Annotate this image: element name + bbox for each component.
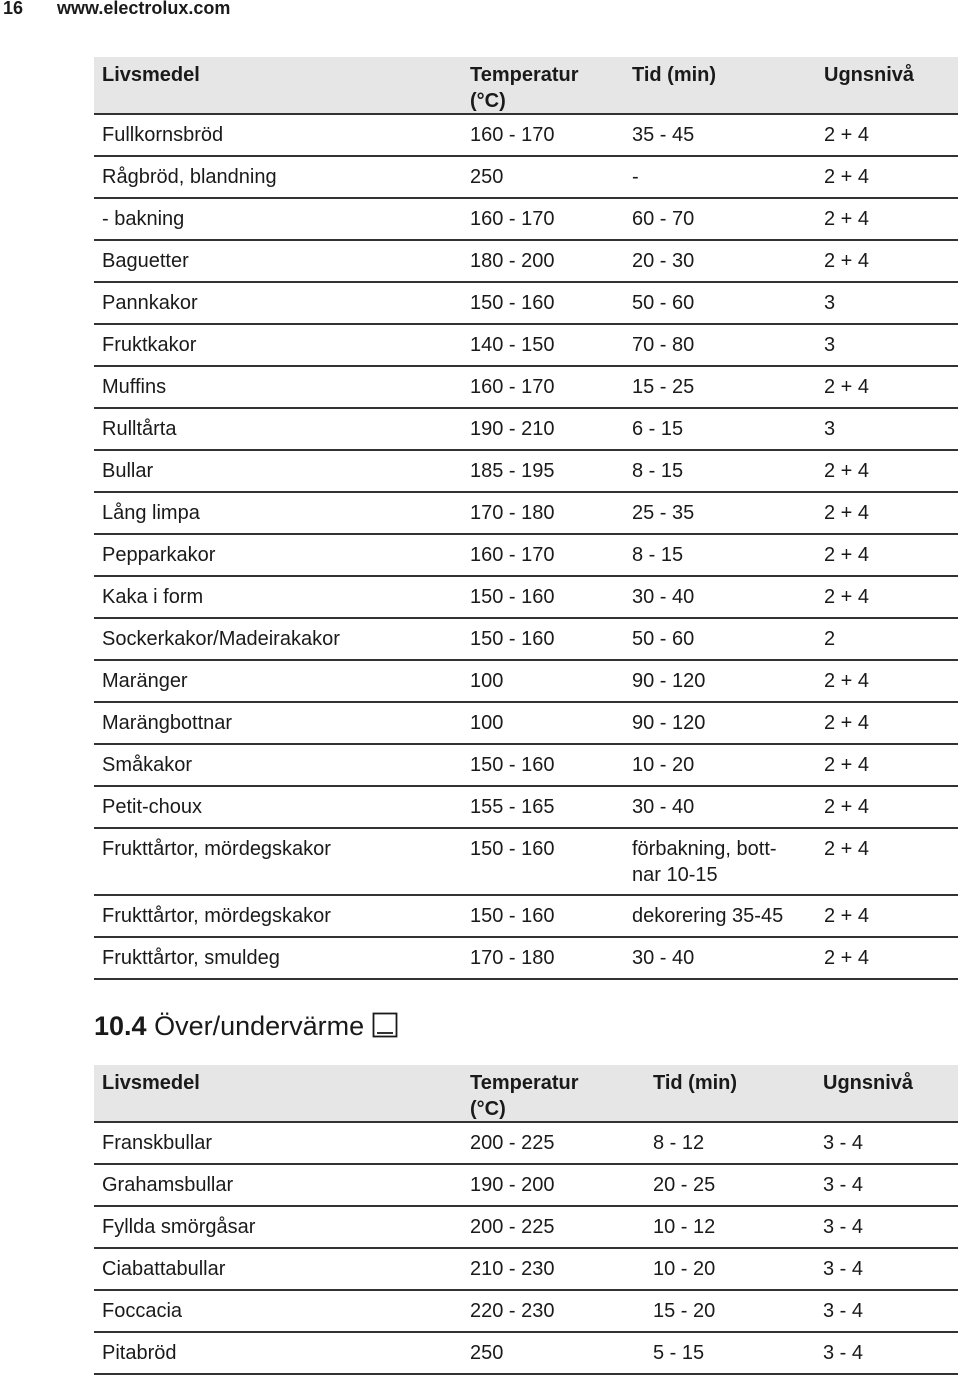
cell-food: Småkakor bbox=[102, 754, 193, 776]
baking-table bbox=[94, 57, 958, 980]
cell-food: Sockerkakor/Madeirakakor bbox=[102, 628, 340, 650]
cell-level: 2 + 4 bbox=[824, 166, 870, 188]
cell-level: 3 - 4 bbox=[823, 1342, 864, 1364]
cell-food: Pitabröd bbox=[102, 1342, 177, 1364]
cell-food: Pannkakor bbox=[102, 292, 198, 314]
cell-level: 2 + 4 bbox=[824, 838, 870, 860]
cell-food: Frukttårtor, mördegskakor bbox=[102, 905, 331, 927]
cell-food: Muffins bbox=[102, 376, 167, 398]
table-row bbox=[94, 241, 958, 283]
cell-level: 2 + 4 bbox=[824, 947, 870, 969]
table-row bbox=[94, 1291, 958, 1333]
cell-time: 10 - 12 bbox=[653, 1216, 716, 1238]
cell-temperature: 210 - 230 bbox=[470, 1258, 555, 1280]
cell-level: 3 bbox=[824, 292, 836, 314]
cell-time: 10 - 20 bbox=[653, 1258, 716, 1280]
cell-temperature: 140 - 150 bbox=[470, 334, 555, 356]
column-header-time: Tid (min) bbox=[632, 64, 717, 86]
cell-temperature: 170 - 180 bbox=[470, 947, 555, 969]
cell-time: 15 - 20 bbox=[653, 1300, 716, 1322]
cell-time: 50 - 60 bbox=[632, 628, 695, 650]
top-bottom-heat-table bbox=[94, 1065, 958, 1375]
cell-temperature: 170 - 180 bbox=[470, 502, 555, 524]
cell-level: 2 bbox=[824, 628, 836, 650]
cell-time: 5 - 15 bbox=[653, 1342, 705, 1364]
cell-level: 2 + 4 bbox=[824, 250, 870, 272]
cell-food: Bullar bbox=[102, 460, 154, 482]
table-row bbox=[94, 896, 958, 938]
section-heading bbox=[94, 1008, 398, 1047]
table-row bbox=[94, 703, 958, 745]
cell-time: 90 - 120 bbox=[632, 670, 706, 692]
table-row bbox=[94, 661, 958, 703]
cell-level: 2 + 4 bbox=[824, 208, 870, 230]
cell-time: 30 - 40 bbox=[632, 586, 695, 608]
cell-temperature: 190 - 200 bbox=[470, 1174, 555, 1196]
table-row bbox=[94, 577, 958, 619]
table-row bbox=[94, 787, 958, 829]
cell-time: 15 - 25 bbox=[632, 376, 695, 398]
cell-temperature: 150 - 160 bbox=[470, 838, 555, 860]
cell-food: Rulltårta bbox=[102, 418, 177, 440]
column-header-temperature: Temperatur (°C) bbox=[470, 64, 579, 112]
cell-level: 3 - 4 bbox=[823, 1132, 864, 1154]
cell-temperature: 220 - 230 bbox=[470, 1300, 555, 1322]
cell-food: Marängbottnar bbox=[102, 712, 233, 734]
column-header-food: Livsmedel bbox=[102, 1072, 200, 1094]
cell-level: 2 + 4 bbox=[824, 905, 870, 927]
cell-temperature: 160 - 170 bbox=[470, 124, 555, 146]
column-header-time: Tid (min) bbox=[653, 1072, 738, 1094]
cell-time: 60 - 70 bbox=[632, 208, 695, 230]
cell-time: förbakning, bott- nar 10-15 bbox=[632, 838, 777, 886]
table-row bbox=[94, 1333, 958, 1375]
cell-food: Fullkornsbröd bbox=[102, 124, 224, 146]
cell-temperature: 200 - 225 bbox=[470, 1216, 555, 1238]
cell-temperature: 250 bbox=[470, 166, 504, 188]
page-number: 16 bbox=[3, 0, 24, 18]
cell-time: 70 - 80 bbox=[632, 334, 695, 356]
table-row bbox=[94, 451, 958, 493]
table-row bbox=[94, 367, 958, 409]
cell-temperature: 160 - 170 bbox=[470, 208, 555, 230]
cell-temperature: 160 - 170 bbox=[470, 376, 555, 398]
cell-temperature: 250 bbox=[470, 1342, 504, 1364]
cell-temperature: 150 - 160 bbox=[470, 628, 555, 650]
table-header bbox=[94, 57, 958, 115]
cell-level: 3 - 4 bbox=[823, 1174, 864, 1196]
cell-time: 25 - 35 bbox=[632, 502, 695, 524]
cell-level: 2 + 4 bbox=[824, 670, 870, 692]
cell-food: Ciabattabullar bbox=[102, 1258, 226, 1280]
table-row bbox=[94, 157, 958, 199]
table-row bbox=[94, 829, 958, 896]
column-header-food: Livsmedel bbox=[102, 64, 200, 86]
cell-level: 2 + 4 bbox=[824, 796, 870, 818]
table-row bbox=[94, 619, 958, 661]
cell-time: 8 - 15 bbox=[632, 460, 684, 482]
table-row bbox=[94, 745, 958, 787]
cell-food: - bakning bbox=[102, 208, 185, 230]
section-title: Över/undervärme bbox=[146, 1011, 365, 1041]
cell-level: 2 + 4 bbox=[824, 754, 870, 776]
table-row bbox=[94, 409, 958, 451]
cell-temperature: 200 - 225 bbox=[470, 1132, 555, 1154]
cell-time: 20 - 25 bbox=[653, 1174, 716, 1196]
cell-level: 3 - 4 bbox=[823, 1216, 864, 1238]
cell-food: Frukttårtor, mördegskakor bbox=[102, 838, 331, 860]
cell-time: 6 - 15 bbox=[632, 418, 684, 440]
cell-food: Grahamsbullar bbox=[102, 1174, 234, 1196]
table-row bbox=[94, 325, 958, 367]
table-row bbox=[94, 115, 958, 157]
section-number: 10.4 bbox=[94, 1011, 147, 1041]
cell-time: 50 - 60 bbox=[632, 292, 695, 314]
table-row bbox=[94, 1165, 958, 1207]
cell-level: 2 + 4 bbox=[824, 712, 870, 734]
cell-time: 30 - 40 bbox=[632, 796, 695, 818]
cell-food: Kaka i form bbox=[102, 586, 204, 608]
cell-food: Franskbullar bbox=[102, 1132, 213, 1154]
cell-temperature: 190 - 210 bbox=[470, 418, 555, 440]
cell-time: 90 - 120 bbox=[632, 712, 706, 734]
cell-level: 3 - 4 bbox=[823, 1300, 864, 1322]
cell-time: 8 - 12 bbox=[653, 1132, 705, 1154]
cell-level: 2 + 4 bbox=[824, 586, 870, 608]
cell-temperature: 150 - 160 bbox=[470, 292, 555, 314]
cell-food: Fruktkakor bbox=[102, 334, 197, 356]
table-header bbox=[94, 1065, 958, 1123]
table-row bbox=[94, 535, 958, 577]
cell-food: Maränger bbox=[102, 670, 188, 692]
cell-time: 20 - 30 bbox=[632, 250, 695, 272]
table-row bbox=[94, 199, 958, 241]
cell-level: 2 + 4 bbox=[824, 124, 870, 146]
cell-temperature: 150 - 160 bbox=[470, 586, 555, 608]
cell-temperature: 185 - 195 bbox=[470, 460, 555, 482]
column-header-level: Ugnsnivå bbox=[823, 1072, 914, 1094]
column-header-level: Ugnsnivå bbox=[824, 64, 915, 86]
column-header-temperature: Temperatur (°C) bbox=[470, 1072, 579, 1120]
table-row bbox=[94, 283, 958, 325]
table-row bbox=[94, 493, 958, 535]
cell-time: 10 - 20 bbox=[632, 754, 695, 776]
cell-level: 2 + 4 bbox=[824, 460, 870, 482]
cell-time: 35 - 45 bbox=[632, 124, 695, 146]
cell-food: Rågbröd, blandning bbox=[102, 166, 277, 188]
cell-food: Petit-choux bbox=[102, 796, 203, 818]
cell-food: Frukttårtor, smuldeg bbox=[102, 947, 280, 969]
cell-temperature: 100 bbox=[470, 712, 504, 734]
cell-food: Pepparkakor bbox=[102, 544, 216, 566]
site-url: www.electrolux.com bbox=[57, 0, 231, 18]
cell-level: 2 + 4 bbox=[824, 502, 870, 524]
cell-food: Foccacia bbox=[102, 1300, 183, 1322]
cell-time: 30 - 40 bbox=[632, 947, 695, 969]
table-row bbox=[94, 1249, 958, 1291]
cell-food: Fyllda smörgåsar bbox=[102, 1216, 256, 1238]
cell-time: 8 - 15 bbox=[632, 544, 684, 566]
table-row bbox=[94, 1207, 958, 1249]
cell-temperature: 150 - 160 bbox=[470, 905, 555, 927]
cell-food: Baguetter bbox=[102, 250, 189, 272]
cell-temperature: 150 - 160 bbox=[470, 754, 555, 776]
cell-level: 3 - 4 bbox=[823, 1258, 864, 1280]
cell-time: dekorering 35-45 bbox=[632, 905, 784, 927]
cell-temperature: 180 - 200 bbox=[470, 250, 555, 272]
cell-temperature: 160 - 170 bbox=[470, 544, 555, 566]
cell-time: - bbox=[632, 166, 639, 188]
top-bottom-heat-icon bbox=[372, 1011, 398, 1047]
cell-level: 3 bbox=[824, 418, 836, 440]
table-row bbox=[94, 938, 958, 980]
cell-level: 3 bbox=[824, 334, 836, 356]
table-row bbox=[94, 1123, 958, 1165]
cell-level: 2 + 4 bbox=[824, 376, 870, 398]
cell-level: 2 + 4 bbox=[824, 544, 870, 566]
cell-temperature: 155 - 165 bbox=[470, 796, 555, 818]
cell-food: Lång limpa bbox=[102, 502, 200, 524]
cell-temperature: 100 bbox=[470, 670, 504, 692]
